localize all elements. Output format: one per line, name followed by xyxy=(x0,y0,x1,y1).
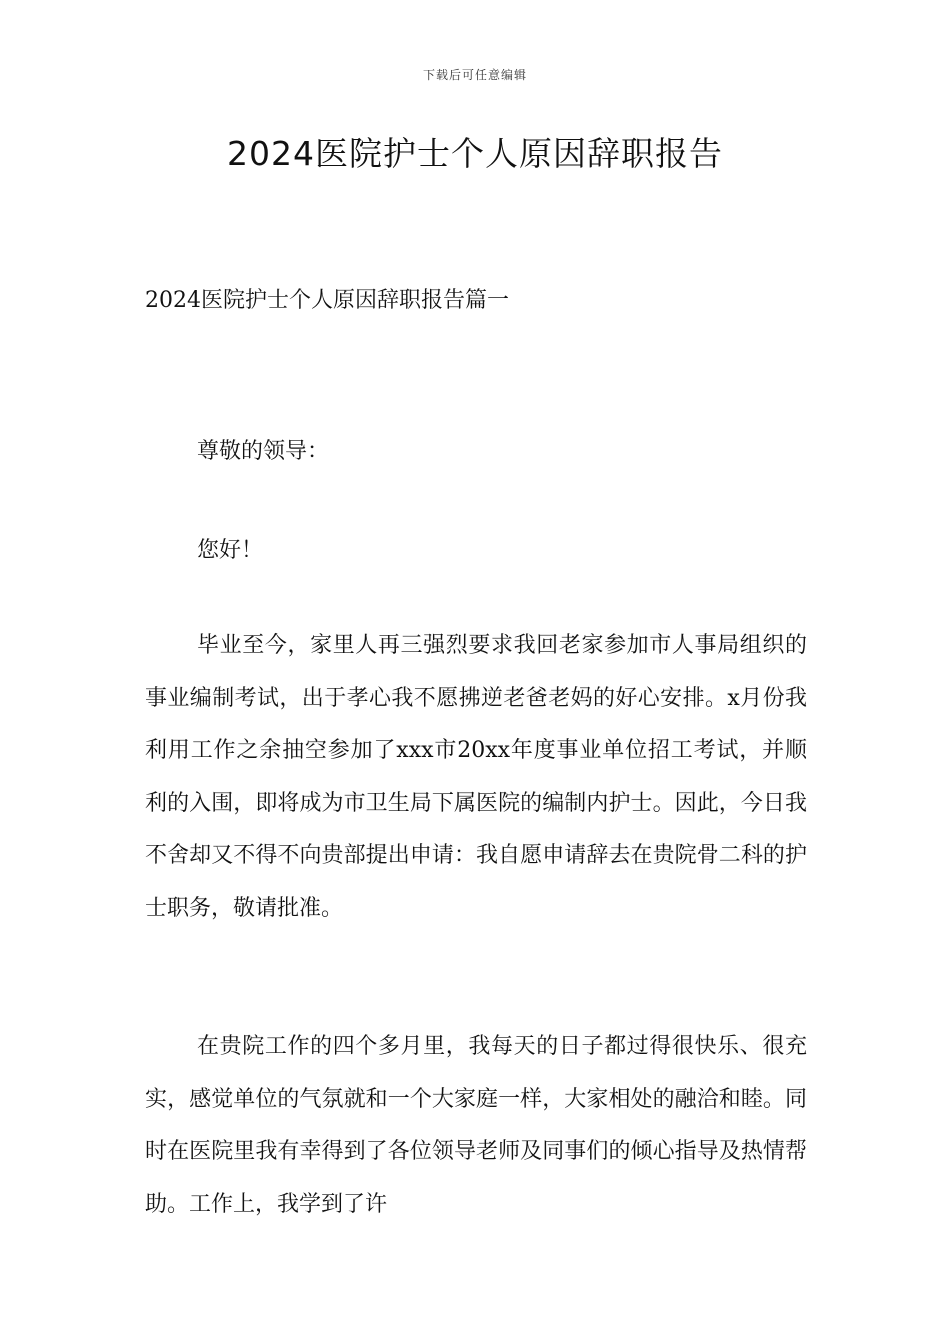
body-paragraph: 毕业至今，家里人再三强烈要求我回老家参加市人事局组织的事业编制考试，出于孝心我不愿拂逆老爸老妈的好心安排。x月份我利用工作之余抽空参加了xxx市20xx年度事业单位招工考试，并顺利的入围，即将成为市卫生局下属医院的编制内护士。因此，今日我不舍却又不得不向贵部提出申请：我自愿申请辞去在贵院骨二科的护士职务，敬请批准。 xyxy=(145,633,807,921)
body-paragraph: 在贵院工作的四个多月里，我每天的日子都过得很快乐、很充实，感觉单位的气氛就和一个大家庭一样，大家相处的融洽和睦。同时在医院里我有幸得到了各位领导老师及同事们的倾心指导及热情帮助。工作上，我学到了许 xyxy=(145,1034,807,1217)
salutation: 尊敬的领导： xyxy=(197,439,330,464)
section-heading: 2024医院护士个人原因辞职报告篇一 xyxy=(145,288,509,313)
greeting: 您好！ xyxy=(197,538,264,563)
header-note: 下载后可任意编辑 xyxy=(422,68,527,82)
document-title: 2024医院护士个人原因辞职报告 xyxy=(227,134,723,173)
